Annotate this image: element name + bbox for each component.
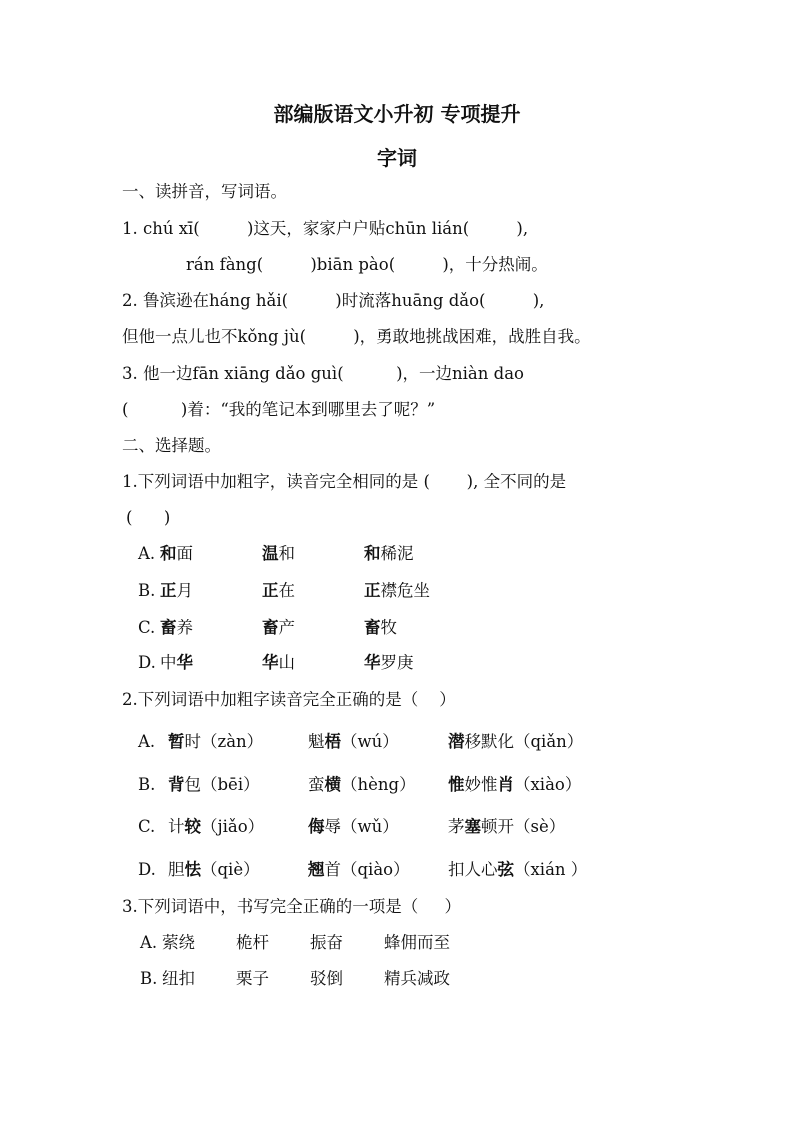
option-word xyxy=(262,580,295,602)
option-word: 振奋 xyxy=(310,933,343,952)
word-bold-part: 正 xyxy=(160,581,177,600)
word-part: 首（qiào） xyxy=(324,860,410,879)
option-word xyxy=(364,543,414,565)
word-bold-part: 横 xyxy=(324,775,341,794)
word-bold-part: 暂 xyxy=(168,732,185,751)
q1-line1: 1. chú xī( )这天，家家户户贴chūn lián( ), xyxy=(122,219,529,238)
word-bold-part: 畜 xyxy=(160,618,177,637)
section2-heading: 二、选择题。 xyxy=(122,436,221,455)
word-bold-part: 华 xyxy=(176,653,193,672)
option-word xyxy=(160,543,193,565)
mc-q3-option-row xyxy=(140,932,640,956)
option-word xyxy=(168,774,260,796)
word-part: （wú） xyxy=(341,732,399,751)
q3-line1: 3. 他一边fān xiāng dǎo guì( )，一边niàn dao xyxy=(122,364,524,383)
option-word xyxy=(262,543,295,565)
word-bold-part: 较 xyxy=(184,817,201,836)
option-word xyxy=(364,617,397,639)
word-part: （qiè） xyxy=(201,860,260,879)
option-word xyxy=(448,859,587,881)
option-label: D. xyxy=(138,860,156,879)
word-part: 在 xyxy=(278,581,295,600)
option-word xyxy=(448,816,565,838)
word-part: 时（zàn） xyxy=(184,732,264,751)
mc-q1-option-row xyxy=(138,580,638,604)
word-part: 养 xyxy=(176,618,193,637)
option-word: 萦绕 xyxy=(162,933,195,952)
mc-q2-option-row xyxy=(138,816,658,840)
word-part: （jiǎo） xyxy=(201,817,265,836)
option-word xyxy=(448,774,581,796)
word-part: 面 xyxy=(176,544,193,563)
word-part: （xián ） xyxy=(514,860,588,879)
option-word xyxy=(364,580,430,602)
option-label: A. xyxy=(138,732,156,751)
option-word xyxy=(168,859,260,881)
option-word xyxy=(262,652,295,674)
q1-line2: rán fàng( )biān pào( )，十分热闹。 xyxy=(186,255,548,274)
word-bold-part: 畜 xyxy=(262,618,279,637)
q2-line1: 2. 鲁滨逊在háng hǎi( )时流落huāng dǎo( ), xyxy=(122,291,545,310)
word-bold-part: 正 xyxy=(262,581,279,600)
word-part: 茅 xyxy=(448,817,465,836)
mc-q3-stem: 3.下列词语中，书写完全正确的一项是（ ） xyxy=(122,897,461,916)
option-label: C. xyxy=(138,618,156,637)
mc-q2-option-row xyxy=(138,774,658,798)
word-part: 稀泥 xyxy=(380,544,414,563)
word-bold-part: 正 xyxy=(364,581,381,600)
word-part: 月 xyxy=(176,581,193,600)
option-word: 桅杆 xyxy=(236,933,269,952)
word-part: （xiào） xyxy=(514,775,582,794)
word-bold-part: 畜 xyxy=(364,618,381,637)
option-label: A. xyxy=(138,544,156,563)
word-part: 中 xyxy=(160,653,177,672)
q2-line2: 但他一点儿也不kǒng jù( )，勇敢地挑战困难，战胜自我。 xyxy=(122,327,591,346)
option-label: C. xyxy=(138,817,156,836)
option-word xyxy=(448,731,583,753)
word-part: 包（bēi） xyxy=(184,775,260,794)
word-part: 计 xyxy=(168,817,185,836)
word-part: （hèng） xyxy=(341,775,416,794)
q3-line2: ( )着：“我的笔记本到哪里去了呢？” xyxy=(122,400,436,419)
option-label: B. xyxy=(138,775,156,794)
option-word xyxy=(308,774,416,796)
option-label: D. xyxy=(138,653,156,672)
mc-q1-stem-line1: 1.下列词语中加粗字，读音完全相同的是 ( ), 全不同的是 xyxy=(122,472,567,491)
word-bold-part: 侮 xyxy=(308,817,325,836)
word-part: 扣人心 xyxy=(448,860,498,879)
mc-q1-option-row xyxy=(138,543,638,567)
section1-heading: 一、读拼音，写词语。 xyxy=(122,182,287,201)
option-word xyxy=(160,580,193,602)
word-bold-part: 惟 xyxy=(448,775,465,794)
option-word: 蜂佣而至 xyxy=(384,933,450,952)
word-bold-part: 华 xyxy=(364,653,381,672)
option-word xyxy=(160,617,193,639)
word-part: 顿开（sè） xyxy=(481,817,566,836)
word-bold-part: 弦 xyxy=(497,860,514,879)
word-bold-part: 怯 xyxy=(184,860,201,879)
mc-q3-option-row xyxy=(140,968,640,992)
option-word: 栗子 xyxy=(236,969,269,988)
option-word xyxy=(308,731,399,753)
mc-q1-option-row xyxy=(138,617,638,641)
word-bold-part: 温 xyxy=(262,544,279,563)
option-word xyxy=(308,859,410,881)
word-bold-part: 背 xyxy=(168,775,185,794)
mc-q2-option-row xyxy=(138,859,658,883)
mc-q2-option-row xyxy=(138,731,658,755)
page-subtitle: 字词 xyxy=(377,146,417,170)
option-word: 纽扣 xyxy=(162,969,195,988)
option-word xyxy=(262,617,295,639)
option-label: B. xyxy=(140,969,158,988)
word-part: 辱（wǔ） xyxy=(324,817,399,836)
word-part: 魁 xyxy=(308,732,325,751)
mc-q2-stem: 2.下列词语中加粗字读音完全正确的是（ ） xyxy=(122,690,456,709)
word-part: 妙惟 xyxy=(464,775,498,794)
word-bold-part: 和 xyxy=(364,544,381,563)
word-part: 罗庚 xyxy=(380,653,414,672)
mc-q1-stem-line2: ( ) xyxy=(126,508,171,527)
word-part: 牧 xyxy=(380,618,397,637)
option-word xyxy=(168,731,263,753)
word-part: 产 xyxy=(278,618,295,637)
option-word: 驳倒 xyxy=(310,969,343,988)
word-part: 移默化（qiǎn） xyxy=(464,732,584,751)
option-word: 精兵减政 xyxy=(384,969,450,988)
option-word xyxy=(168,816,264,838)
word-bold-part: 梧 xyxy=(324,732,341,751)
option-label: A. xyxy=(140,933,158,952)
page-title: 部编版语文小升初 专项提升 xyxy=(273,102,521,126)
word-part: 蛮 xyxy=(308,775,325,794)
option-word xyxy=(160,652,193,674)
word-bold-part: 潜 xyxy=(448,732,465,751)
mc-q1-option-row xyxy=(138,652,638,676)
word-part: 襟危坐 xyxy=(380,581,430,600)
option-label: B. xyxy=(138,581,156,600)
word-bold-part: 和 xyxy=(160,544,177,563)
word-bold-part: 华 xyxy=(262,653,279,672)
word-bold-part: 肖 xyxy=(497,775,514,794)
word-part: 山 xyxy=(278,653,295,672)
option-word xyxy=(364,652,414,674)
word-part: 和 xyxy=(278,544,295,563)
word-bold-part: 翘 xyxy=(308,860,325,879)
option-word xyxy=(308,816,399,838)
word-bold-part: 塞 xyxy=(464,817,481,836)
word-part: 胆 xyxy=(168,860,185,879)
